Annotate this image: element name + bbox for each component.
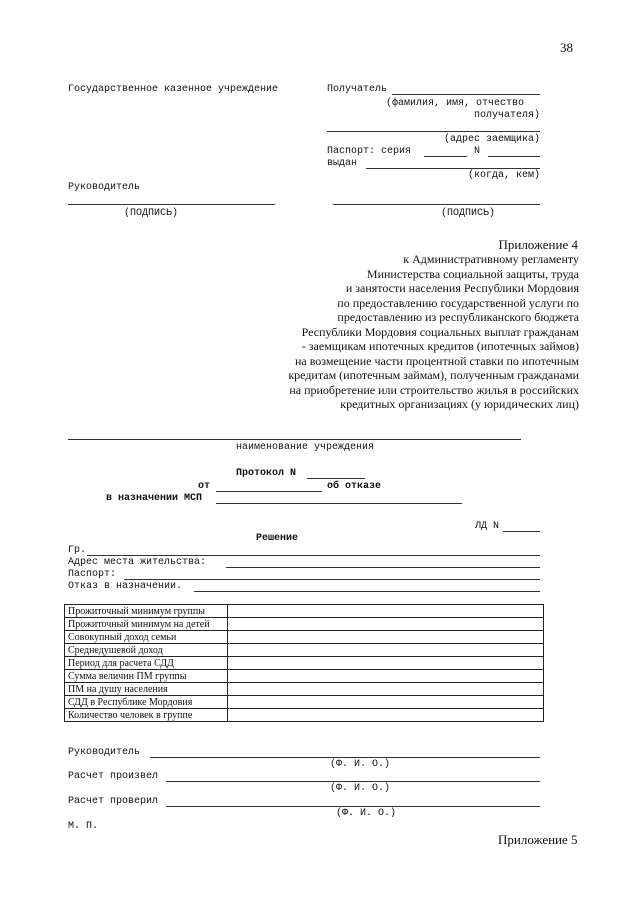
citizen-line xyxy=(87,555,540,556)
appendix-line: Республики Мордовия социальных выплат гражданам xyxy=(301,324,579,339)
calc-by-line xyxy=(166,781,540,782)
assignment-label: в назначении МСП xyxy=(106,493,203,504)
passport-series-line xyxy=(424,156,467,157)
table-cell-label: Прожиточный минимум на детей xyxy=(65,618,228,631)
residence-label: Адрес места жительства: xyxy=(68,557,207,568)
table-row xyxy=(65,618,544,631)
appendix-line: к Административному регламенту xyxy=(403,252,579,266)
appendix-line: - заемщикам ипотечных кредитов (ипотечных займов) xyxy=(301,339,579,353)
signature-right-hint: (ПОДПИСЬ) xyxy=(441,208,496,219)
citizen-label: Гр. xyxy=(68,545,87,556)
footer-head-line xyxy=(150,757,540,758)
address-hint: (адрес заемщика) xyxy=(443,134,540,145)
table-row xyxy=(65,657,544,670)
appendix-line: кредитам (ипотечным займам), полученным гражданами xyxy=(288,368,579,382)
decision-title: Решение xyxy=(256,533,299,544)
appendix-line: кредитных организациях (у юридических лиц) xyxy=(340,397,579,411)
stamp-label: М. П. xyxy=(68,821,99,832)
refusal-reason-line xyxy=(194,591,540,592)
table-cell-value xyxy=(228,670,544,683)
protocol-number-line xyxy=(307,478,365,479)
table-cell-value xyxy=(228,644,544,657)
protocol-refusal-label: об отказе xyxy=(327,481,382,492)
appendix-line: предоставлению из республиканского бюджета xyxy=(337,310,579,324)
table-cell-value xyxy=(228,709,544,722)
appendix-line: Министерства социальной защиты, труда xyxy=(366,266,579,281)
recipient-line xyxy=(392,94,540,95)
table-row xyxy=(65,683,544,696)
issued-hint: (когда, кем) xyxy=(467,170,540,181)
table-cell-label: СДД в Республике Мордовия xyxy=(65,696,228,709)
fio-hint-1: (Ф. И. О.) xyxy=(330,759,391,770)
refusal-reason-label: Отказ в назначении. xyxy=(68,581,183,592)
table-cell-label: Период для расчета СДД xyxy=(65,657,228,670)
appendix-title: Приложение 4 xyxy=(498,237,578,252)
page-number: 38 xyxy=(560,40,573,55)
passport-number-line xyxy=(488,156,540,157)
table-row xyxy=(65,696,544,709)
table-row xyxy=(65,670,544,683)
table-cell-value xyxy=(228,631,544,644)
table-cell-label: Совокупный доход семьи xyxy=(65,631,228,644)
assignment-line xyxy=(216,503,462,504)
passport-line xyxy=(124,579,540,580)
table-cell-value xyxy=(228,657,544,670)
table-row xyxy=(65,605,544,618)
table-cell-label: Количество человек в группе xyxy=(65,709,228,722)
appendix-line: на возмещение части процентной ставки по ипотечным xyxy=(294,353,579,368)
recipient-hint-1: (фамилия, имя, отчество xyxy=(386,98,525,109)
table-row xyxy=(65,631,544,644)
institution-label: Государственное казенное учреждение xyxy=(68,84,279,95)
issued-line xyxy=(366,168,540,169)
appendix-line: и занятости населения Республики Мордовия xyxy=(345,281,579,295)
issued-label: выдан xyxy=(327,158,358,169)
residence-line xyxy=(226,567,540,568)
ld-label: ЛД N xyxy=(475,521,500,532)
protocol-from-label: от xyxy=(198,481,211,492)
address-line xyxy=(327,131,540,132)
right-signature-line xyxy=(333,204,540,205)
appendix-line: на приобретение или строительство жилья в российских xyxy=(289,382,579,397)
table-row xyxy=(65,644,544,657)
table-cell-value xyxy=(228,696,544,709)
checked-by-line xyxy=(166,806,540,807)
table-cell-label: ПМ на душу населения xyxy=(65,683,228,696)
table-cell-label: Среднедушевой доход xyxy=(65,644,228,657)
next-appendix-title: Приложение 5 xyxy=(498,832,578,847)
fio-hint-2: (Ф. И. О.) xyxy=(330,783,391,794)
footer-head-label: Руководитель xyxy=(68,747,141,758)
appendix-line: по предоставлению государственной услуги по xyxy=(337,295,579,310)
checked-by-label: Расчет проверил xyxy=(68,796,159,807)
head-label: Руководитель xyxy=(68,182,141,193)
institution-hint: наименование учреждения xyxy=(236,442,375,453)
table-cell-label: Прожиточный минимум группы xyxy=(65,605,228,618)
passport-number-label: N xyxy=(474,146,481,157)
institution-name-line xyxy=(68,439,521,440)
recipient-hint-2: получателя) xyxy=(473,110,540,121)
passport-label: Паспорт: xyxy=(68,569,117,580)
signature-left-hint: (ПОДПИСЬ) xyxy=(124,208,179,219)
table-cell-label: Сумма величин ПМ группы xyxy=(65,670,228,683)
protocol-date-line xyxy=(216,491,322,492)
table-cell-value xyxy=(228,618,544,631)
head-signature-line xyxy=(68,204,275,205)
table-row xyxy=(65,709,544,722)
ld-line xyxy=(503,531,540,532)
table-cell-value xyxy=(228,605,544,618)
protocol-title: Протокол N xyxy=(236,468,297,479)
table-cell-value xyxy=(228,683,544,696)
calc-by-label: Расчет произвел xyxy=(68,771,159,782)
calculation-table xyxy=(64,604,544,722)
recipient-label: Получатель xyxy=(327,84,388,95)
appendix-description xyxy=(288,252,579,412)
fio-hint-3: (Ф. И. О.) xyxy=(336,808,397,819)
passport-series-label: Паспорт: серия xyxy=(327,146,412,157)
